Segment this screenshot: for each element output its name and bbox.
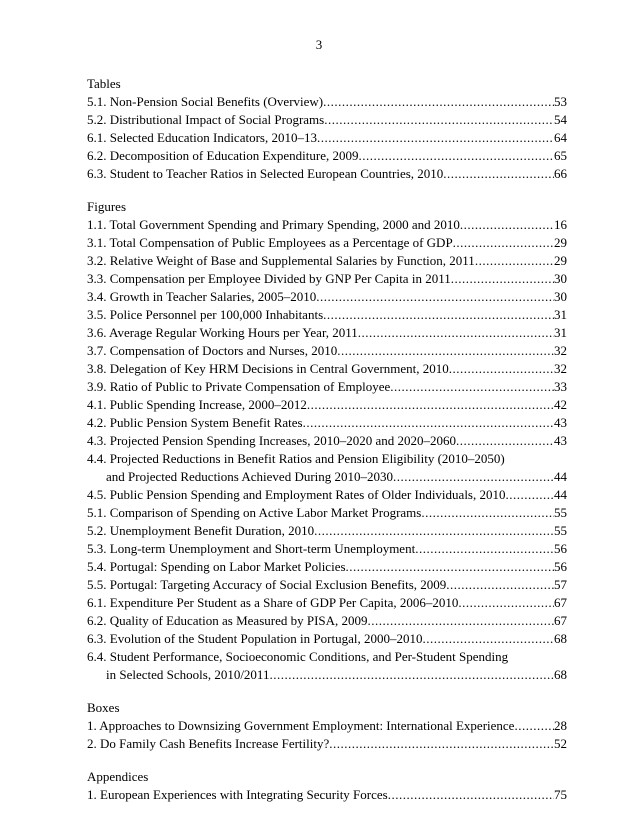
toc-entry xyxy=(87,717,567,735)
dot-leader xyxy=(443,165,554,183)
entry-title: 5.2. Unemployment Benefit Duration, 2010 xyxy=(87,523,315,538)
section-title-figures: Figures xyxy=(87,199,126,214)
dot-leader xyxy=(453,234,554,252)
entry-title: 3.8. Delegation of Key HRM Decisions in Central Government, 2010 xyxy=(87,361,449,376)
section-title-tables: Tables xyxy=(87,76,121,91)
entry-page: 55 xyxy=(554,505,567,520)
toc-entry xyxy=(87,270,567,288)
entry-title: 6.1. Selected Education Indicators, 2010–13 xyxy=(87,130,317,145)
toc-entry xyxy=(87,630,567,648)
toc-entry xyxy=(87,111,567,129)
dot-leader xyxy=(475,252,554,270)
entry-page: 65 xyxy=(554,148,567,163)
dot-leader xyxy=(393,468,554,486)
dot-leader xyxy=(421,504,554,522)
entry-page: 66 xyxy=(554,166,567,181)
entry-title: 5.1. Non-Pension Social Benefits (Overview) xyxy=(87,94,324,109)
toc-entry xyxy=(87,360,567,378)
toc-entry xyxy=(87,93,567,111)
dot-leader xyxy=(323,306,554,324)
entry-page: 57 xyxy=(554,577,567,592)
entry-title: 1.1. Total Government Spending and Primary Spending, 2000 and 2010 xyxy=(87,217,460,232)
dot-leader xyxy=(323,93,554,111)
entry-title: 1. European Experiences with Integrating Security Forces xyxy=(87,787,388,802)
toc-entry xyxy=(87,522,567,540)
entry-title: 4.1. Public Spending Increase, 2000–2012 xyxy=(87,397,307,412)
entry-title: 5.2. Distributional Impact of Social Programs xyxy=(87,112,325,127)
dot-leader xyxy=(422,630,554,648)
dot-leader xyxy=(514,717,554,735)
entry-page: 28 xyxy=(554,718,567,733)
dot-leader xyxy=(269,666,554,684)
entry-page: 64 xyxy=(554,130,567,145)
entry-title: 3.4. Growth in Teacher Salaries, 2005–2010 xyxy=(87,289,317,304)
dot-leader xyxy=(359,147,554,165)
entry-page: 68 xyxy=(554,667,567,682)
entry-title: 2. Do Family Cash Benefits Increase Fertility? xyxy=(87,736,330,751)
boxes-section xyxy=(87,699,567,753)
entry-title: 3.9. Ratio of Public to Private Compensation of Employee xyxy=(87,379,391,394)
toc-entry xyxy=(87,576,567,594)
dot-leader xyxy=(451,270,554,288)
entry-title: 6.1. Expenditure Per Student as a Share of GDP Per Capita, 2006–2010 xyxy=(87,595,459,610)
entry-title: 3.5. Police Personnel per 100,000 Inhabitants xyxy=(87,307,324,322)
entry-title: 6.3. Student to Teacher Ratios in Selected European Countries, 2010 xyxy=(87,166,444,181)
dot-leader xyxy=(388,786,554,804)
entry-page: 31 xyxy=(554,325,567,340)
entry-page: 56 xyxy=(554,541,567,556)
entry-page: 44 xyxy=(554,469,567,484)
entry-page: 42 xyxy=(554,397,567,412)
toc-entry xyxy=(87,735,567,753)
entry-page: 29 xyxy=(554,235,567,250)
dot-leader xyxy=(337,342,554,360)
entry-title: 4.2. Public Pension System Benefit Rates xyxy=(87,415,303,430)
entry-page: 31 xyxy=(554,307,567,322)
entry-page: 75 xyxy=(554,787,567,802)
dot-leader xyxy=(446,576,554,594)
toc-entry xyxy=(87,414,567,432)
entry-title: and Projected Reductions Achieved During 2010–2030 xyxy=(106,469,394,484)
entry-page: 33 xyxy=(554,379,567,394)
tables-section xyxy=(87,75,567,183)
dot-leader xyxy=(303,414,554,432)
entry-page: 54 xyxy=(554,112,567,127)
appendices-section xyxy=(87,768,567,804)
entry-page: 68 xyxy=(554,631,567,646)
toc-entry xyxy=(87,129,567,147)
toc-entry xyxy=(87,558,567,576)
entry-page: 32 xyxy=(554,361,567,376)
entry-title: 1. Approaches to Downsizing Government Employment: International Experience xyxy=(87,718,515,733)
entry-page: 30 xyxy=(554,271,567,286)
toc-entry xyxy=(87,165,567,183)
entry-page: 44 xyxy=(554,487,567,502)
toc-entry xyxy=(87,432,567,450)
section-title-boxes: Boxes xyxy=(87,700,120,715)
dot-leader xyxy=(506,486,555,504)
entry-page: 29 xyxy=(554,253,567,268)
entry-title: 3.6. Average Regular Working Hours per Year, 2011 xyxy=(87,325,358,340)
toc-entry xyxy=(87,594,567,612)
entry-title: 6.2. Quality of Education as Measured by PISA, 2009 xyxy=(87,613,368,628)
toc-entry xyxy=(87,234,567,252)
entry-title-first-line: 4.4. Projected Reductions in Benefit Ratios and Pension Eligibility (2010–2050) xyxy=(87,451,505,466)
entry-title: 5.1. Comparison of Spending on Active Labor Market Programs xyxy=(87,505,422,520)
dot-leader xyxy=(358,324,554,342)
toc-entry xyxy=(87,342,567,360)
entry-page: 43 xyxy=(554,415,567,430)
toc-entry xyxy=(87,504,567,522)
toc-entry xyxy=(87,216,567,234)
entry-title: 3.3. Compensation per Employee Divided by GNP Per Capita in 2011 xyxy=(87,271,451,286)
dot-leader xyxy=(449,360,554,378)
entry-title: in Selected Schools, 2010/2011 xyxy=(106,667,270,682)
dot-leader xyxy=(316,288,554,306)
entry-title: 5.4. Portugal: Spending on Labor Market Policies xyxy=(87,559,346,574)
entry-title: 6.3. Evolution of the Student Population in Portugal, 2000–2010 xyxy=(87,631,423,646)
dot-leader xyxy=(368,612,554,630)
entry-page: 52 xyxy=(554,736,567,751)
entry-title: 5.5. Portugal: Targeting Accuracy of Social Exclusion Benefits, 2009 xyxy=(87,577,447,592)
dot-leader xyxy=(456,432,554,450)
entry-page: 30 xyxy=(554,289,567,304)
entry-page: 56 xyxy=(554,559,567,574)
page-number: 3 xyxy=(315,37,323,52)
entry-title: 3.2. Relative Weight of Base and Supplemental Salaries by Function, 2011 xyxy=(87,253,475,268)
dot-leader xyxy=(415,540,554,558)
entry-page: 55 xyxy=(554,523,567,538)
dot-leader xyxy=(390,378,554,396)
dot-leader xyxy=(317,129,554,147)
toc-entry xyxy=(87,306,567,324)
entry-page: 53 xyxy=(554,94,567,109)
entry-title-first-line: 6.4. Student Performance, Socioeconomic Conditions, and Per-Student Spending xyxy=(87,649,509,664)
figures-section xyxy=(87,198,567,684)
toc-entry xyxy=(87,378,567,396)
dot-leader xyxy=(324,111,554,129)
entry-title: 6.2. Decomposition of Education Expenditure, 2009 xyxy=(87,148,359,163)
toc-entry xyxy=(87,468,567,486)
entry-page: 16 xyxy=(554,217,567,232)
section-title-appendices: Appendices xyxy=(87,769,149,784)
dot-leader xyxy=(314,522,554,540)
dot-leader xyxy=(329,735,554,753)
entry-page: 67 xyxy=(554,595,567,610)
entry-title: 5.3. Long-term Unemployment and Short-term Unemployment xyxy=(87,541,416,556)
entry-page: 67 xyxy=(554,613,567,628)
dot-leader xyxy=(458,594,554,612)
toc-entry xyxy=(87,252,567,270)
toc-entry xyxy=(87,666,567,684)
toc-entry xyxy=(87,324,567,342)
dot-leader xyxy=(307,396,554,414)
dot-leader xyxy=(460,216,554,234)
entry-title: 4.3. Projected Pension Spending Increases, 2010–2020 and 2020–2060 xyxy=(87,433,457,448)
entry-title: 4.5. Public Pension Spending and Employment Rates of Older Individuals, 2010 xyxy=(87,487,506,502)
dot-leader xyxy=(346,558,554,576)
list-of-contents xyxy=(87,75,567,819)
toc-entry xyxy=(87,147,567,165)
toc-entry xyxy=(87,486,567,504)
toc-entry xyxy=(87,786,567,804)
entry-page: 32 xyxy=(554,343,567,358)
entry-page: 43 xyxy=(554,433,567,448)
entry-title: 3.7. Compensation of Doctors and Nurses, 2010 xyxy=(87,343,338,358)
entry-title: 3.1. Total Compensation of Public Employees as a Percentage of GDP xyxy=(87,235,453,250)
toc-entry xyxy=(87,288,567,306)
toc-entry xyxy=(87,540,567,558)
toc-entry xyxy=(87,396,567,414)
toc-entry xyxy=(87,612,567,630)
